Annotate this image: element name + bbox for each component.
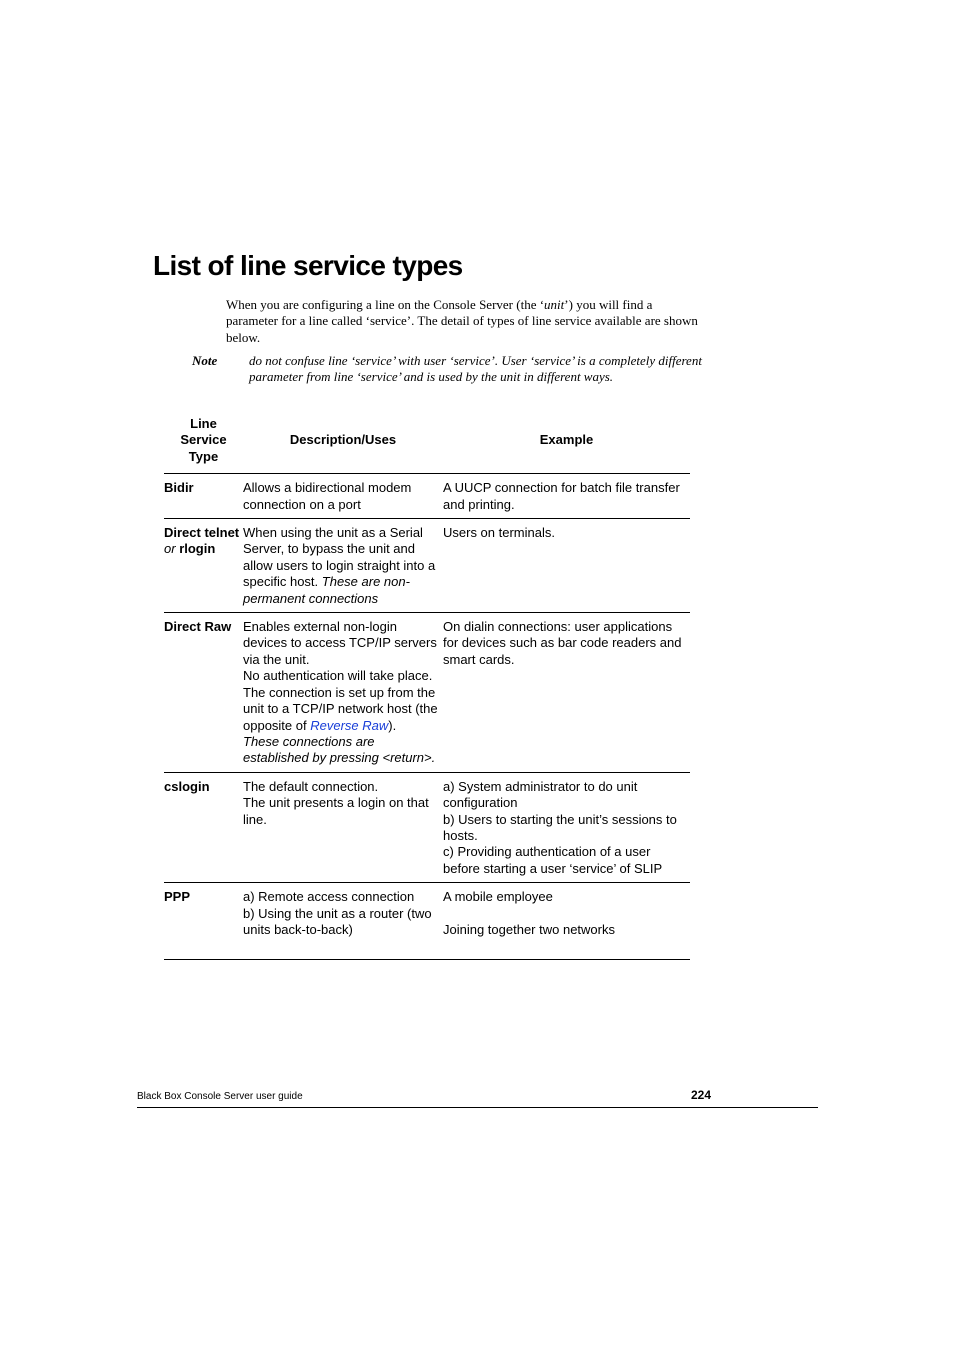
description-emphasis: These are non-permanent connections [243, 574, 410, 606]
header-description: Description/Uses [243, 416, 443, 474]
example-line-2: Joining together two networks [443, 921, 615, 937]
example-cell [443, 883, 690, 960]
header-type-line1: Line [190, 416, 217, 431]
description-text: The connection is set up from the unit to a TCP/IP network host (the opposite of [243, 684, 438, 733]
description-line-1: The default connection. [243, 778, 379, 794]
footer-guide-title: Black Box Console Server user guide [137, 1091, 303, 1102]
intro-text-end: ’) you will find a parameter for a line called ‘service’. The detail of types of line service available are shown below. [226, 297, 698, 345]
example-cell [443, 772, 690, 882]
description-return-key: <return>. [382, 750, 436, 766]
description-line-1: Enables external non-login devices to access TCP/IP servers via the unit. [243, 619, 437, 667]
type-cell: PPP [164, 883, 243, 960]
description-text-end: ). [388, 717, 397, 733]
intro-text-start: When you are configuring a line on the Console Server (the ‘ [226, 297, 545, 312]
description-cell [243, 772, 443, 882]
description-line-2: b) Using the unit as a router (two units back-to-back) [243, 905, 432, 937]
example-line-1: a) System administrator to do unit configuration [443, 778, 638, 811]
type-rlogin: rlogin [179, 541, 216, 557]
page-title: List of line service types [153, 250, 463, 281]
description-line-3 [243, 685, 440, 734]
type-cell [164, 519, 243, 613]
note-label: Note [192, 353, 218, 368]
header-example: Example [443, 416, 690, 474]
example-line-1: A mobile employee [443, 889, 553, 905]
footer-page-number: 224 [691, 1088, 712, 1102]
table-row-ppp [164, 883, 690, 960]
type-cell: Direct Raw [164, 613, 243, 773]
description-line-2: The unit presents a login on that line. [243, 795, 429, 827]
description-text: When using the unit as a Serial Server, to bypass the unit and allow users to login straight into a specific host. [243, 525, 436, 590]
type-cell: cslogin [164, 772, 243, 882]
table-row-direct-telnet [164, 519, 690, 613]
table-row-direct-raw [164, 613, 690, 773]
example-line-3: c) Providing authentication of a user before starting a user ‘service’ of SLIP [443, 844, 663, 876]
table-row-cslogin [164, 772, 690, 882]
description-cell [243, 883, 443, 960]
reverse-raw-link[interactable]: Reverse Raw [310, 717, 389, 733]
header-line-service-type [164, 416, 243, 474]
line-service-table [164, 416, 690, 960]
description-line-2: No authentication will take place. [243, 668, 433, 684]
table-header-row [164, 416, 690, 474]
table-row-bidir [164, 474, 690, 519]
header-type-line3: Type [188, 448, 219, 464]
example-cell: Users on terminals. [443, 519, 690, 613]
description-cell: Allows a bidirectional modem connection on a port [243, 474, 443, 519]
footer-rule [137, 1107, 818, 1108]
example-cell: On dialin connections: user applications for devices such as bar code readers and smart cards. [443, 613, 690, 773]
type-direct-telnet: Direct telnet [164, 525, 240, 541]
header-type-line2: Service [180, 432, 227, 448]
intro-paragraph [226, 297, 701, 346]
type-or: or [164, 541, 176, 557]
intro-emphasis-unit: unit [544, 297, 565, 312]
type-cell: Bidir [164, 474, 243, 519]
description-line-4 [243, 734, 440, 767]
description-line-1: a) Remote access connection [243, 889, 415, 905]
type-or-rlogin [164, 541, 240, 557]
description-cell [243, 519, 443, 613]
description-emphasis: These connections are established by pressing [243, 733, 379, 766]
description-cell [243, 613, 443, 773]
note-text: do not confuse line ‘service’ with user ‘service’. User ‘service’ is a completely different parameter from line ‘service’ and is used by the unit in different ways. [249, 353, 702, 385]
example-cell: A UUCP connection for batch file transfer and printing. [443, 474, 690, 519]
example-line-2: b) Users to starting the unit’s sessions to hosts. [443, 811, 677, 843]
